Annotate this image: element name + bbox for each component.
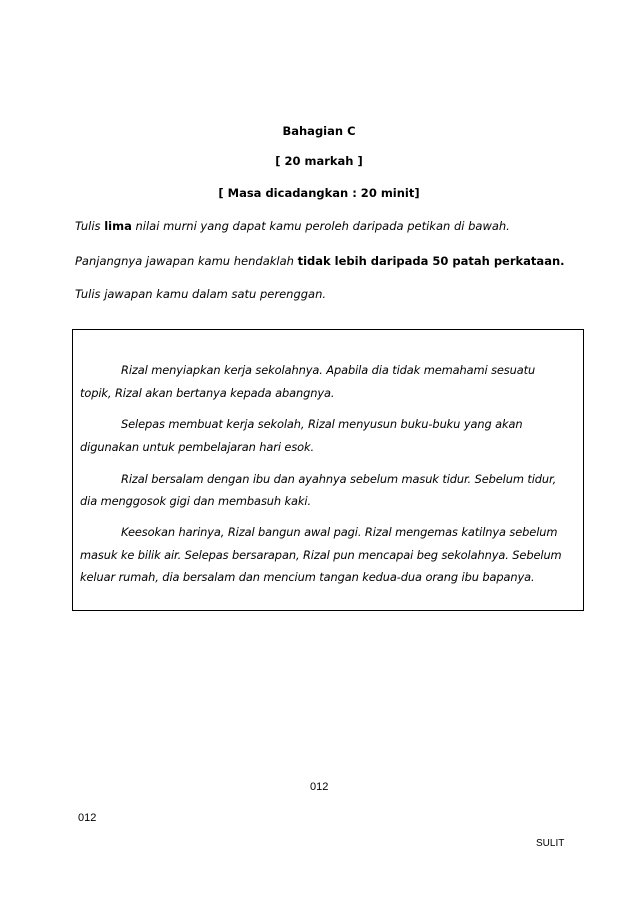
instruction-1-pre: Tulis (75, 219, 105, 233)
passage-box (72, 329, 584, 611)
instruction-2-pre: Panjangnya jawapan kamu hendaklah (75, 254, 298, 268)
passage-line: masuk ke bilik air. Selepas bersarapan, Rizal pun mencapai beg sekolahnya. Sebelum (80, 548, 562, 562)
suggested-time-label: [ Masa dicadangkan : 20 minit] (218, 186, 420, 200)
passage-line: Keesokan harinya, Rizal bangun awal pagi. Rizal mengemas katilnya sebelum (121, 525, 558, 539)
passage-line: dia menggosok gigi dan membasuh kaki. (80, 494, 311, 508)
instruction-line-2 (75, 254, 565, 268)
passage-line: Rizal bersalam dengan ibu dan ayahnya sebelum masuk tidur. Sebelum tidur, (121, 472, 557, 486)
instruction-line-3: Tulis jawapan kamu dalam satu perenggan. (75, 287, 327, 301)
passage-line: keluar rumah, dia bersalam dan mencium tangan kedua-dua orang ibu bapanya. (80, 570, 535, 584)
marks-label: [ 20 markah ] (275, 154, 363, 168)
passage-line: digunakan untuk pembelajaran hari esok. (80, 440, 315, 454)
instruction-line-1 (75, 219, 510, 233)
instruction-1-bold: lima (104, 219, 132, 233)
instruction-1-post: nilai murni yang dapat kamu peroleh daripada petikan di bawah. (131, 219, 510, 233)
passage-line: Rizal menyiapkan kerja sekolahnya. Apabila dia tidak memahami sesuatu (121, 363, 536, 377)
sulit-label: SULIT (536, 838, 565, 849)
instruction-2-bold: tidak lebih daripada 50 patah perkataan. (297, 254, 565, 268)
section-title: Bahagian C (282, 124, 356, 138)
page-code-left: 012 (78, 812, 97, 824)
passage-line: topik, Rizal akan bertanya kepada abangnya. (80, 386, 335, 400)
passage-line: Selepas membuat kerja sekolah, Rizal menyusun buku-buku yang akan (121, 417, 523, 431)
page-code-center: 012 (310, 781, 329, 793)
